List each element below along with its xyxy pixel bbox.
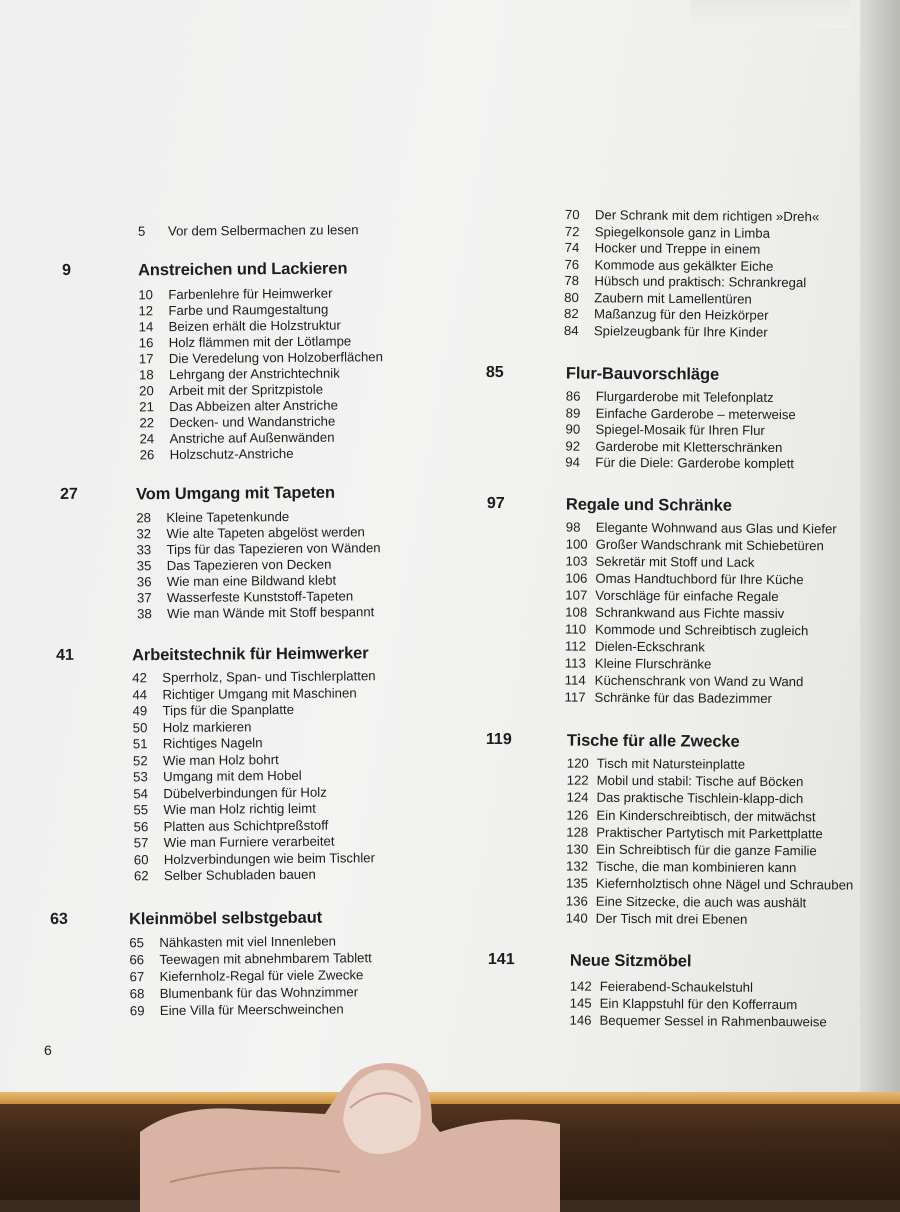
entry-page: 103 [565,553,588,569]
entry-page: 110 [565,621,587,637]
entry-page: 33 [136,542,152,558]
toc-entry [565,223,770,241]
entry-page: 66 [129,952,145,968]
entry-title: Kommode aus gekälkter Eiche [594,256,774,274]
section-number: 41 [56,646,74,664]
entry-page: 117 [564,689,586,705]
entry-title: Mobil und stabil: Tische auf Böcken [596,772,804,790]
entry-title: Sekretär mit Stoff und Lack [595,553,755,570]
entry-title: Der Schrank mit dem richtigen »Dreh« [594,207,820,225]
page-number: 6 [44,1042,52,1058]
toc-entry [570,979,753,996]
entry-title: Holzverbindungen wie beim Tischler [163,849,376,867]
toc-entry [566,405,796,423]
entry-title: Flurgarderobe mit Telefonplatz [595,388,774,406]
entry-title: Vor dem Selbermachen zu lesen [167,222,359,239]
entry-page: 24 [139,431,155,447]
entry-title: Selber Schubladen bauen [163,866,316,884]
entry-title: Wie man Holz bohrt [162,751,279,768]
section-title: Flur-Bauvorschläge [565,364,720,384]
entry-title: Kleine Tapetenkunde [166,509,290,526]
entry-title: Anstriche auf Außenwänden [169,429,335,447]
entry-page: 89 [565,405,581,421]
section-title: Kleinmöbel selbstgebaut [128,908,323,929]
toc-entry [566,389,774,406]
entry-title: Kommode und Schreibtisch zugleich [595,621,809,639]
entry-title: Ein Schreibtisch für die ganze Familie [596,841,817,859]
entry-title: Wie man eine Bildwand klebt [166,572,337,590]
entry-title: Küchenschrank von Wand zu Wand [594,672,804,690]
entry-title: Garderobe mit Kletterschränken [595,438,783,455]
entry-page: 130 [566,841,589,857]
entry-title: Praktischer Partytisch mit Parkettplatte [596,824,823,842]
section-number: 97 [486,495,505,513]
section-number: 27 [60,485,78,503]
entry-title: Sperrholz, Span- und Tischlerplatten [162,668,376,686]
toc-entry [565,455,794,473]
entry-page: 107 [565,587,588,603]
entry-title: Farbenlehre für Heimwerker [168,285,333,303]
entry-title: Hocker und Treppe in einem [594,240,761,257]
entry-title: Dielen-Eckschrank [594,638,705,655]
entry-title: Elegante Wohnwand aus Glas und Kiefer [595,519,837,537]
entry-page: 26 [139,447,155,463]
toc-entry [570,996,798,1014]
section-title: Neue Sitzmöbel [569,951,692,971]
entry-title: Wie alte Tapeten abgelöst werden [166,524,365,542]
entry-page: 122 [566,772,589,788]
entry-page: 18 [138,367,154,383]
entry-page: 62 [133,868,149,884]
toc-entry [564,322,768,340]
entry-page: 142 [569,978,592,994]
entry-title: Lehrgang der Anstrichtechnik [168,365,340,383]
entry-page: 12 [138,303,154,319]
entry-page: 49 [132,703,148,719]
toc-entry [565,588,778,605]
entry-page: 69 [129,1003,145,1019]
entry-page: 68 [129,986,145,1002]
entry-title: Eine Sitzecke, die auch was aushält [595,893,807,910]
toc-entry [564,306,769,324]
entry-title: Einfache Garderobe – meterweise [595,405,796,422]
entry-page: 51 [132,736,148,752]
toc-entry [566,876,853,894]
section-title: Anstreichen und Lackieren [137,259,348,280]
entry-page: 78 [564,272,580,289]
toc-entry [565,438,782,456]
entry-page: 136 [565,893,588,909]
entry-title: Blumenbank für das Wohnzimmer [159,984,359,1002]
entry-title: Kiefernholz-Regal für viele Zwecke [159,967,364,985]
entry-page: 16 [138,335,154,351]
toc-entry [565,690,772,707]
entry-page: 5 [137,223,146,239]
entry-title: Nähkasten mit viel Innenleben [159,933,337,951]
entry-page: 112 [564,638,587,654]
entry-page: 106 [565,570,588,586]
toc-entry [565,554,754,571]
entry-page: 65 [129,935,145,951]
entry-title: Wie man Furniere verarbeitet [163,833,335,851]
entry-page: 20 [139,383,154,399]
entry-title: Zaubern mit Lamellentüren [594,289,752,307]
entry-page: 57 [133,835,149,851]
entry-title: Arbeit mit der Spritzpistole [169,381,324,399]
entry-title: Beizen erhält die Holzstruktur [168,317,341,335]
entry-title: Umgang mit dem Hobel [163,767,302,785]
entry-title: Tips für die Spanplatte [162,701,295,719]
entry-title: Der Tisch mit drei Ebenen [595,910,748,927]
holding-thumb [140,1062,560,1212]
entry-page: 98 [565,519,581,535]
entry-page: 52 [132,752,148,768]
entry-title: Decken- und Wandanstriche [169,413,336,431]
entry-title: Kleine Flurschränke [594,655,712,672]
entry-title: Spiegel-Mosaik für Ihren Flur [595,421,765,438]
entry-page: 74 [564,239,580,256]
entry-page: 132 [566,858,589,874]
entry-title: Eine Villa für Meerschweinchen [159,1001,344,1019]
entry-title: Tisch mit Natursteinplatte [596,755,746,772]
entry-page: 32 [136,526,152,542]
entry-title: Holzschutz-Anstriche [169,445,294,463]
entry-page: 90 [565,421,581,437]
toc-entry [564,273,806,291]
toc-entry [565,656,712,673]
section-title: Tische für alle Zwecke [566,731,740,751]
entry-title: Ein Kinderschreibtisch, der mitwächst [596,807,816,824]
entry-title: Platten aus Schichtpreßstoff [163,817,329,834]
entry-page: 120 [566,755,589,771]
entry-page: 54 [133,785,149,801]
entry-title: Farbe und Raumgestaltung [168,301,329,319]
entry-title: Maßanzug für den Heizkörper [594,306,769,323]
entry-title: Für die Diele: Garderobe komplett [595,454,795,472]
entry-page: 128 [566,824,589,840]
section-title: Regale und Schränke [565,495,732,515]
toc-entry [565,422,764,439]
entry-page: 17 [138,351,154,367]
entry-page: 94 [565,454,581,470]
entry-title: Holz markieren [162,718,252,735]
toc-entry [566,910,748,927]
entry-title: Schrankwand aus Fichte massiv [595,604,785,622]
entry-page: 36 [136,574,152,590]
entry-title: Spielzeugbank für Ihre Kinder [593,322,768,340]
entry-title: Tips für das Tapezieren von Wänden [166,540,381,558]
entry-page: 50 [132,719,148,735]
entry-page: 82 [564,305,579,322]
toc-entry [566,893,806,911]
entry-page: 114 [564,672,586,688]
entry-title: Richtiger Umgang mit Maschinen [162,684,357,702]
entry-page: 56 [133,818,149,834]
entry-page: 60 [133,851,149,867]
section-number: 9 [62,261,72,279]
entry-title: Teewagen mit abnehmbarem Tablett [159,950,372,968]
entry-page: 100 [565,536,588,552]
entry-title: Tische, die man kombinieren kann [596,858,797,876]
entry-title: Omas Handtuchbord für Ihre Küche [595,570,804,588]
entry-title: Wasserfeste Kunststoff-Tapeten [166,588,354,606]
entry-page: 67 [129,969,145,985]
entry-title: Feierabend-Schaukelstuhl [599,978,754,995]
entry-page: 37 [136,590,152,606]
entry-title: Das Tapezieren von Decken [166,556,332,574]
toc-entry [566,859,796,877]
entry-title: Schränke für das Badezimmer [594,689,773,706]
toc-entry [565,207,819,225]
toc-entry [565,571,803,589]
section-number: 63 [50,910,68,928]
entry-page: 44 [132,686,148,702]
toc-entry [566,520,837,538]
entry-title: Wie man Holz richtig leimt [163,800,316,818]
entry-page: 145 [569,995,592,1011]
entry-page: 146 [569,1012,592,1028]
toc-entry [564,289,752,307]
toc-entry [567,756,745,773]
entry-page: 53 [133,769,148,785]
toc-entry [565,605,784,623]
entry-title: Kiefernholztisch ohne Nägel und Schrauben [595,876,854,893]
entry-page: 135 [565,875,589,892]
toc-entry [569,1013,826,1031]
section-number: 119 [485,731,512,749]
entry-page: 72 [564,223,580,239]
entry-page: 126 [566,807,589,823]
entry-page: 80 [564,289,579,305]
entry-page: 92 [565,438,581,454]
entry-page: 86 [565,388,581,404]
toc-entry [565,240,761,258]
entry-page: 55 [133,802,149,818]
entry-page: 108 [565,604,588,620]
toc-entry [567,773,804,791]
entry-page: 70 [564,207,580,223]
entry-page: 124 [566,789,589,806]
entry-page: 21 [139,399,155,415]
toc-entry [565,622,808,640]
section-title: Vom Umgang mit Tapeten [135,483,336,504]
entry-page: 84 [563,322,579,338]
entry-page: 76 [564,256,580,272]
entry-page: 14 [138,319,154,335]
entry-title: Das Abbeizen alter Anstriche [169,397,338,415]
toc-entry [566,790,803,808]
entry-title: Richtiges Nageln [162,735,263,752]
entry-page: 140 [565,910,588,926]
section-number: 141 [487,951,515,969]
entry-title: Spiegelkonsole ganz in Limba [594,223,771,241]
entry-page: 10 [138,287,154,303]
entry-title: Die Veredelung von Holzoberflächen [168,349,383,367]
toc-entry [566,537,824,555]
entry-page: 42 [132,670,148,686]
entry-title: Bequemer Sessel in Rahmenbauweise [599,1012,827,1030]
toc-entry [566,824,823,842]
entry-title: Hübsch und praktisch: Schrankregal [594,273,807,291]
entry-title: Vorschläge für einfache Regale [595,587,779,605]
toc-entry [564,256,773,274]
section-number: 85 [485,364,504,382]
entry-page: 38 [137,606,152,622]
entry-title: Wie man Wände mit Stoff bespannt [167,604,375,622]
entry-title: Großer Wandschrank mit Schiebetüren [595,536,824,554]
section-title: Arbeitstechnik für Heimwerker [131,644,369,665]
entry-title: Holz flämmen mit der Lötlampe [168,333,352,351]
entry-page: 35 [136,558,152,574]
entry-title: Das praktische Tischlein-klapp-dich [596,790,804,807]
toc-entry [566,842,817,860]
entry-title: Ein Klappstuhl für den Kofferraum [599,995,798,1013]
entry-page: 113 [564,655,586,671]
toc-entry [565,673,804,691]
toc-entry [565,639,705,656]
entry-page: 28 [136,510,152,526]
entry-title: Dübelverbindungen für Holz [163,784,327,801]
entry-page: 22 [139,415,155,431]
toc-entry [566,807,815,825]
